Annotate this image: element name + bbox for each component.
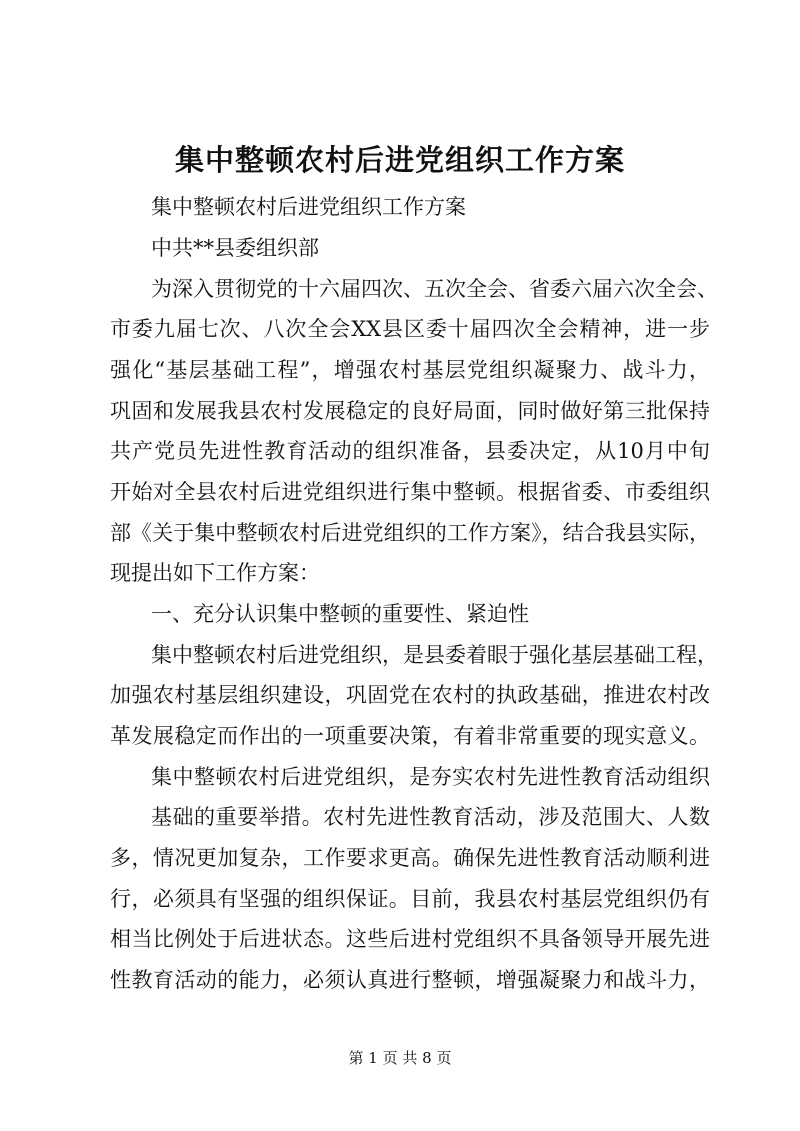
paragraph-line: 巩固和发展我县农村发展稳定的良好局面，同时做好第三批保持: [110, 399, 710, 423]
paragraph-line: 革发展稳定而作出的一项重要决策，有着非常重要的现实意义。: [110, 724, 710, 748]
paragraph-line: 多，情况更加复杂，工作要求更高。确保先进性教育活动顺利进: [110, 846, 710, 870]
document-title: 集中整顿农村后进党组织工作方案: [174, 143, 625, 177]
paragraph-line: 市委九届七次、八次全会XX县区委十届四次全会精神，进一步: [110, 317, 710, 341]
paragraph-line: 相当比例处于后进状态。这些后进村党组织不具备领导开展先进: [110, 927, 710, 951]
paragraph-line: 集中整顿农村后进党组织，是县委着眼于强化基层基础工程，: [151, 643, 718, 667]
page-number: 第 1 页 共 8 页: [348, 1049, 452, 1067]
paragraph-line: 共产党员先进性教育活动的组织准备，县委决定，从10月中旬: [110, 439, 710, 463]
paragraph-line: 基础的重要举措。农村先进性教育活动，涉及范围大、人数: [151, 805, 710, 829]
paragraph-line: 强化“基层基础工程”，增强农村基层党组织凝聚力、战斗力，: [110, 358, 710, 382]
paragraph-line: 性教育活动的能力，必须认真进行整顿，增强凝聚力和战斗力，: [110, 968, 710, 992]
section-heading: 一、充分认识集中整顿的重要性、紧迫性: [151, 602, 529, 626]
paragraph-line: 加强农村基层组织建设，巩固党在农村的执政基础，推进农村改: [110, 683, 710, 707]
paragraph-line: 为深入贯彻党的十六届四次、五次全会、省委六届六次全会、: [151, 277, 718, 301]
paragraph-line: 集中整顿农村后进党组织，是夯实农村先进性教育活动组织: [151, 765, 710, 789]
paragraph-line: 部《关于集中整顿农村后进党组织的工作方案》，结合我县实际，: [110, 521, 710, 545]
author-line: 中共**县委组织部: [151, 236, 319, 260]
subtitle-line: 集中整顿农村后进党组织工作方案: [151, 195, 466, 219]
paragraph-line: 行，必须具有坚强的组织保证。目前，我县农村基层党组织仍有: [110, 887, 710, 911]
paragraph-line: 现提出如下工作方案：: [110, 561, 320, 585]
paragraph-line: 开始对全县农村后进党组织进行集中整顿。根据省委、市委组织: [110, 480, 710, 504]
